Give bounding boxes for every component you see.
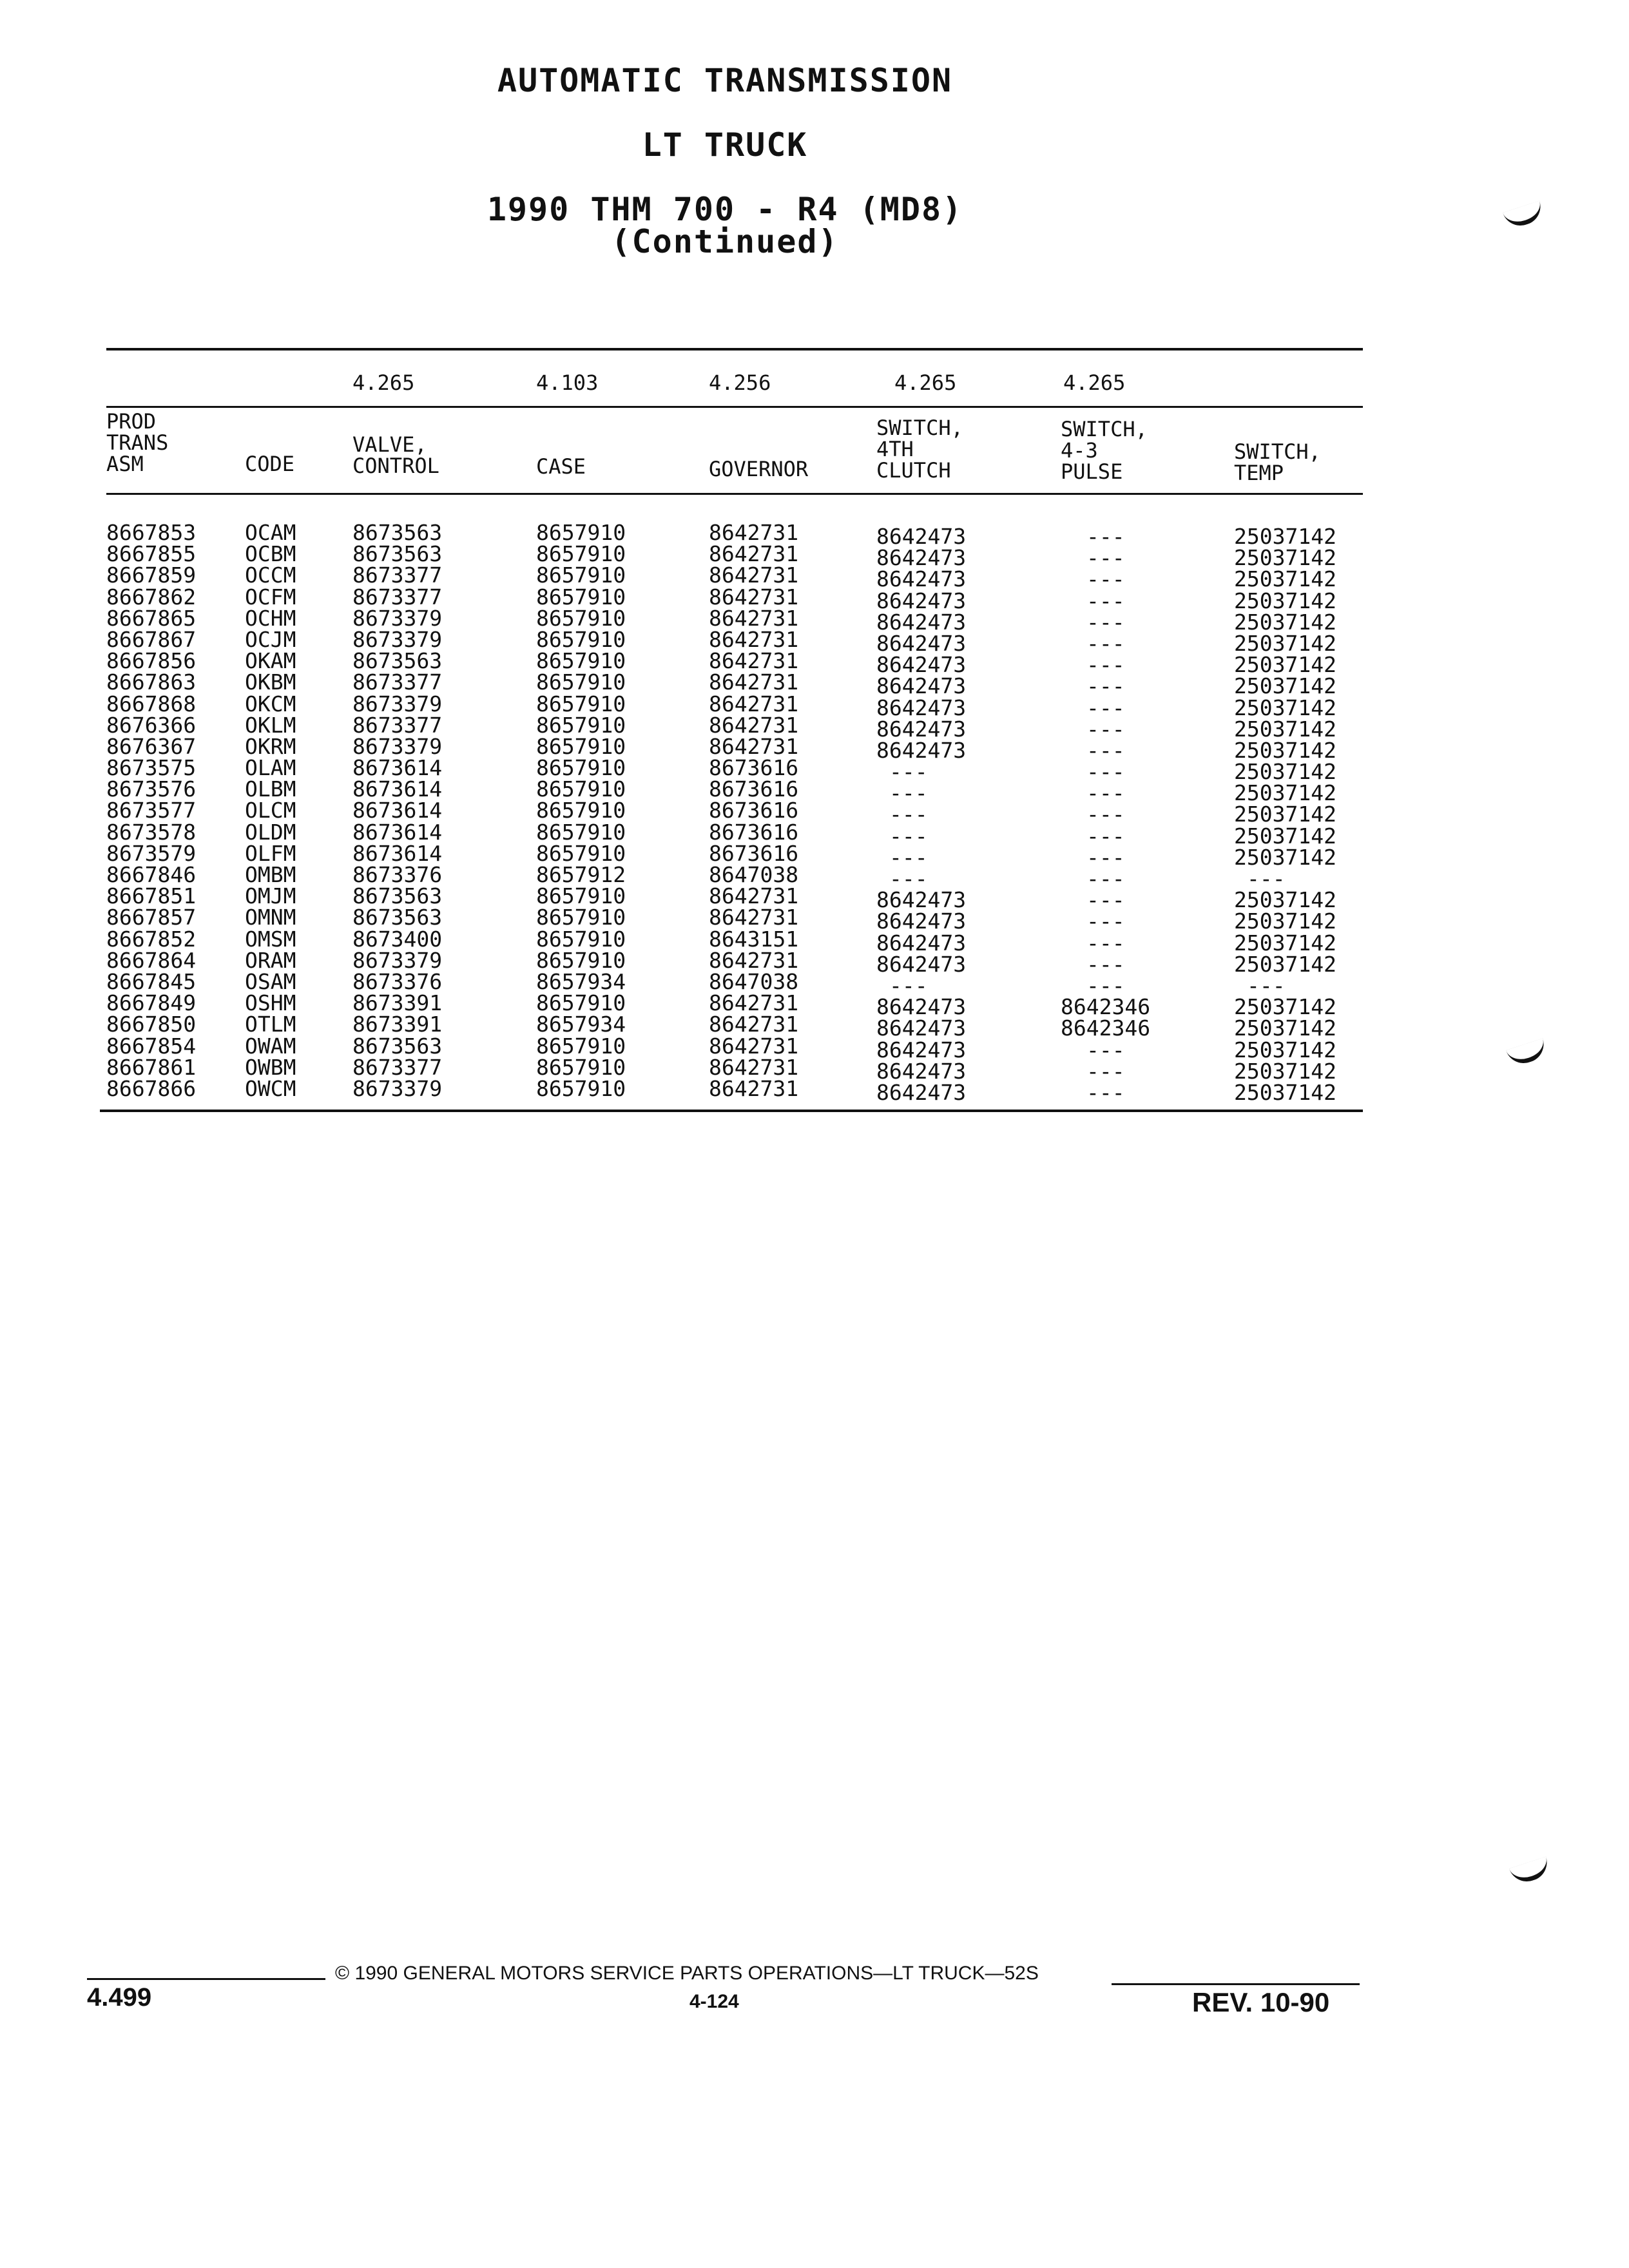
cell-switch-4-3-pulse: ---	[1086, 972, 1125, 998]
cell-code: OCJM	[245, 626, 296, 652]
cell-switch-4th-clutch: 8642473	[876, 1037, 967, 1062]
cell-valve-control: 8673377	[352, 669, 443, 695]
cell-governor: 8642731	[709, 1075, 799, 1101]
cell-switch-4th-clutch: ---	[889, 866, 928, 891]
cell-switch-4th-clutch: 8642473	[876, 716, 967, 742]
cell-valve-control: 8673563	[352, 520, 443, 545]
cell-switch-temp: 25037142	[1234, 630, 1336, 656]
footer-rule-right	[1112, 1983, 1360, 1985]
cell-prod-trans-asm: 8673576	[106, 776, 197, 802]
page-number: 4.499	[87, 1983, 152, 2012]
cell-code: OMNM	[245, 905, 296, 930]
cell-switch-4th-clutch: ---	[889, 972, 928, 998]
cell-code: OTLM	[245, 1012, 296, 1037]
cell-switch-temp: 25037142	[1234, 524, 1336, 549]
cell-switch-temp: ---	[1247, 866, 1286, 891]
cell-prod-trans-asm: 8667849	[106, 990, 197, 1016]
cell-switch-temp: 25037142	[1234, 588, 1336, 613]
cell-switch-temp: 25037142	[1234, 566, 1336, 592]
cell-prod-trans-asm: 8676366	[106, 712, 197, 738]
sub-page-number: 4-124	[689, 1991, 739, 2012]
cell-prod-trans-asm: 8667864	[106, 947, 197, 973]
cell-governor: 8673616	[709, 798, 799, 823]
cell-valve-control: 8673379	[352, 691, 443, 716]
cell-switch-temp: 25037142	[1234, 609, 1336, 635]
cell-prod-trans-asm: 8667851	[106, 883, 197, 909]
cell-case: 8657910	[536, 776, 626, 802]
cell-governor: 8643151	[709, 926, 799, 952]
cell-switch-temp: 25037142	[1234, 994, 1336, 1020]
cell-switch-4th-clutch: 8642473	[876, 737, 967, 763]
cell-prod-trans-asm: 8667846	[106, 862, 197, 887]
cell-switch-temp: 25037142	[1234, 887, 1336, 913]
cell-prod-trans-asm: 8667866	[106, 1075, 197, 1101]
cell-code: OCBM	[245, 541, 296, 567]
table-row	[0, 905, 1629, 934]
table-row	[0, 584, 1629, 613]
section-ref-4-3-pulse: 4.265	[1063, 370, 1126, 395]
cell-switch-4-3-pulse: ---	[1086, 1079, 1125, 1105]
cell-governor: 8642731	[709, 990, 799, 1016]
table-top-rule	[106, 348, 1363, 351]
column-header-case: CASE	[536, 454, 586, 479]
cell-governor: 8642731	[709, 1012, 799, 1037]
cell-code: OWBM	[245, 1054, 296, 1080]
cell-governor: 8642731	[709, 541, 799, 567]
cell-prod-trans-asm: 8667861	[106, 1054, 197, 1080]
cell-governor: 8642731	[709, 947, 799, 973]
column-header-switch-4-3-pulse: SWITCH, 4-3 PULSE	[1061, 417, 1148, 484]
cell-valve-control: 8673614	[352, 776, 443, 802]
cell-prod-trans-asm: 8667845	[106, 968, 197, 994]
cell-code: OLAM	[245, 755, 296, 781]
cell-switch-4-3-pulse: ---	[1086, 930, 1125, 956]
cell-switch-4th-clutch: 8642473	[876, 695, 967, 720]
cell-code: OWCM	[245, 1075, 296, 1101]
cell-switch-4-3-pulse: ---	[1086, 695, 1125, 720]
cell-case: 8657910	[536, 1075, 626, 1101]
cell-switch-4-3-pulse: ---	[1086, 545, 1125, 571]
header-top-rule	[106, 406, 1363, 408]
cell-code: OCAM	[245, 520, 296, 545]
table-row	[0, 947, 1629, 977]
cell-switch-temp: 25037142	[1234, 802, 1336, 827]
cell-switch-4-3-pulse: ---	[1086, 737, 1125, 763]
cell-prod-trans-asm: 8673575	[106, 755, 197, 781]
cell-case: 8657910	[536, 883, 626, 909]
cell-valve-control: 8673379	[352, 605, 443, 631]
cell-valve-control: 8673400	[352, 926, 443, 952]
table-row	[0, 776, 1629, 806]
binder-mark	[1509, 1856, 1552, 1886]
cell-case: 8657934	[536, 968, 626, 994]
cell-case: 8657910	[536, 755, 626, 781]
column-header-code: CODE	[245, 452, 295, 476]
section-ref-valve: 4.265	[352, 370, 415, 395]
cell-switch-temp: 25037142	[1234, 759, 1336, 785]
cell-switch-4-3-pulse: ---	[1086, 887, 1125, 913]
cell-case: 8657910	[536, 584, 626, 610]
cell-valve-control: 8673379	[352, 947, 443, 973]
table-row	[0, 840, 1629, 870]
table-row	[0, 968, 1629, 998]
cell-governor: 8642731	[709, 883, 799, 909]
cell-governor: 8642731	[709, 669, 799, 695]
cell-case: 8657910	[536, 947, 626, 973]
cell-code: OLFM	[245, 840, 296, 866]
cell-case: 8657912	[536, 862, 626, 887]
cell-switch-temp: 25037142	[1234, 823, 1336, 849]
table-row	[0, 520, 1629, 549]
cell-valve-control: 8673614	[352, 755, 443, 781]
cell-prod-trans-asm: 8667854	[106, 1033, 197, 1059]
cell-case: 8657910	[536, 840, 626, 866]
cell-switch-temp: 25037142	[1234, 844, 1336, 870]
cell-code: OLCM	[245, 798, 296, 823]
table-row	[0, 733, 1629, 763]
cell-switch-temp: ---	[1247, 972, 1286, 998]
cell-case: 8657910	[536, 819, 626, 845]
document-title: AUTOMATIC TRANSMISSION	[497, 62, 953, 99]
cell-governor: 8642731	[709, 1054, 799, 1080]
cell-prod-trans-asm: 8667859	[106, 562, 197, 588]
cell-prod-trans-asm: 8667867	[106, 626, 197, 652]
cell-prod-trans-asm: 8667855	[106, 541, 197, 567]
table-row	[0, 1054, 1629, 1084]
cell-code: OSAM	[245, 968, 296, 994]
cell-switch-4th-clutch: 8642473	[876, 545, 967, 571]
cell-switch-4-3-pulse: ---	[1086, 802, 1125, 827]
cell-governor: 8642731	[709, 605, 799, 631]
cell-prod-trans-asm: 8667865	[106, 605, 197, 631]
cell-switch-4th-clutch: 8642473	[876, 1079, 967, 1105]
cell-switch-4-3-pulse: ---	[1086, 588, 1125, 613]
cell-valve-control: 8673377	[352, 562, 443, 588]
cell-code: OMBM	[245, 862, 296, 887]
table-row	[0, 1012, 1629, 1041]
section-ref-governor: 4.256	[709, 370, 771, 395]
cell-switch-4th-clutch: 8642473	[876, 951, 967, 977]
cell-switch-temp: 25037142	[1234, 545, 1336, 571]
cell-code: OKAM	[245, 648, 296, 674]
cell-switch-temp: 25037142	[1234, 737, 1336, 763]
section-ref-case: 4.103	[536, 370, 599, 395]
column-header-governor: GOVERNOR	[709, 457, 809, 481]
cell-switch-temp: 25037142	[1234, 652, 1336, 678]
cell-governor: 8673616	[709, 776, 799, 802]
cell-switch-temp: 25037142	[1234, 1015, 1336, 1041]
cell-switch-4-3-pulse: ---	[1086, 673, 1125, 699]
cell-valve-control: 8673614	[352, 798, 443, 823]
cell-code: OLDM	[245, 819, 296, 845]
cell-switch-4-3-pulse: ---	[1086, 630, 1125, 656]
table-row	[0, 862, 1629, 891]
cell-switch-4th-clutch: 8642473	[876, 1015, 967, 1041]
cell-switch-4th-clutch: ---	[889, 780, 928, 806]
cell-valve-control: 8673391	[352, 990, 443, 1016]
cell-governor: 8647038	[709, 968, 799, 994]
cell-valve-control: 8673563	[352, 883, 443, 909]
cell-switch-temp: 25037142	[1234, 1079, 1336, 1105]
model-heading: 1990 THM 700 - R4 (MD8)	[487, 191, 963, 228]
cell-case: 8657910	[536, 562, 626, 588]
cell-switch-4-3-pulse: ---	[1086, 1037, 1125, 1062]
cell-valve-control: 8673379	[352, 1075, 443, 1101]
cell-case: 8657910	[536, 733, 626, 759]
cell-code: OKRM	[245, 733, 296, 759]
cell-case: 8657910	[536, 605, 626, 631]
cell-code: OSHM	[245, 990, 296, 1016]
cell-code: OCHM	[245, 605, 296, 631]
cell-prod-trans-asm: 8673577	[106, 798, 197, 823]
binder-mark	[1503, 200, 1545, 230]
table-row	[0, 755, 1629, 785]
table-row	[0, 669, 1629, 699]
parts-table-body	[0, 520, 1629, 1105]
cell-code: OKLM	[245, 712, 296, 738]
cell-switch-4-3-pulse: 8642346	[1061, 1015, 1151, 1041]
cell-switch-4th-clutch: 8642473	[876, 673, 967, 699]
cell-prod-trans-asm: 8676367	[106, 733, 197, 759]
document-subtitle: LT TRUCK	[642, 126, 808, 164]
cell-code: OCFM	[245, 584, 296, 610]
table-row	[0, 990, 1629, 1020]
cell-governor: 8642731	[709, 905, 799, 930]
page-footer	[0, 1959, 1629, 2088]
revision-label: REV. 10-90	[1192, 1987, 1330, 2017]
cell-prod-trans-asm: 8667862	[106, 584, 197, 610]
cell-switch-temp: 25037142	[1234, 908, 1336, 934]
cell-switch-4-3-pulse: ---	[1086, 524, 1125, 549]
cell-governor: 8642731	[709, 1033, 799, 1059]
cell-switch-4-3-pulse: ---	[1086, 759, 1125, 785]
cell-switch-temp: 25037142	[1234, 930, 1336, 956]
cell-prod-trans-asm: 8667850	[106, 1012, 197, 1037]
cell-switch-temp: 25037142	[1234, 673, 1336, 699]
table-row	[0, 819, 1629, 849]
cell-prod-trans-asm: 8667852	[106, 926, 197, 952]
column-header-valve-control: VALVE, CONTROL	[352, 432, 439, 478]
cell-case: 8657910	[536, 1033, 626, 1059]
cell-switch-4-3-pulse: ---	[1086, 566, 1125, 592]
cell-valve-control: 8673563	[352, 1033, 443, 1059]
cell-switch-temp: 25037142	[1234, 951, 1336, 977]
cell-case: 8657910	[536, 990, 626, 1016]
cell-code: OMJM	[245, 883, 296, 909]
cell-switch-4-3-pulse: ---	[1086, 609, 1125, 635]
cell-governor: 8642731	[709, 712, 799, 738]
cell-switch-temp: 25037142	[1234, 716, 1336, 742]
cell-case: 8657910	[536, 1054, 626, 1080]
cell-switch-4-3-pulse: ---	[1086, 908, 1125, 934]
cell-switch-4th-clutch: 8642473	[876, 609, 967, 635]
cell-switch-4-3-pulse: ---	[1086, 1058, 1125, 1084]
table-row	[0, 798, 1629, 827]
cell-switch-4th-clutch: 8642473	[876, 630, 967, 656]
cell-governor: 8642731	[709, 691, 799, 716]
cell-switch-4-3-pulse: ---	[1086, 652, 1125, 678]
cell-prod-trans-asm: 8667868	[106, 691, 197, 716]
cell-governor: 8642731	[709, 520, 799, 545]
cell-valve-control: 8673377	[352, 712, 443, 738]
cell-valve-control: 8673563	[352, 541, 443, 567]
table-row	[0, 883, 1629, 913]
cell-switch-4-3-pulse: ---	[1086, 866, 1125, 891]
cell-code: ORAM	[245, 947, 296, 973]
cell-case: 8657934	[536, 1012, 626, 1037]
continued-label: (Continued)	[611, 223, 839, 260]
cell-code: OMSM	[245, 926, 296, 952]
cell-switch-4-3-pulse: ---	[1086, 844, 1125, 870]
cell-switch-4th-clutch: 8642473	[876, 908, 967, 934]
cell-switch-4-3-pulse: ---	[1086, 780, 1125, 806]
cell-switch-temp: 25037142	[1234, 780, 1336, 806]
cell-code: OWAM	[245, 1033, 296, 1059]
cell-switch-4-3-pulse: ---	[1086, 716, 1125, 742]
cell-prod-trans-asm: 8667857	[106, 905, 197, 930]
cell-valve-control: 8673614	[352, 819, 443, 845]
table-row	[0, 605, 1629, 635]
cell-valve-control: 8673614	[352, 840, 443, 866]
cell-switch-4th-clutch: 8642473	[876, 994, 967, 1020]
cell-switch-4-3-pulse: 8642346	[1061, 994, 1151, 1020]
cell-switch-4th-clutch: 8642473	[876, 524, 967, 549]
cell-case: 8657910	[536, 798, 626, 823]
cell-switch-4th-clutch: 8642473	[876, 588, 967, 613]
cell-prod-trans-asm: 8667853	[106, 520, 197, 545]
cell-switch-4th-clutch: ---	[889, 823, 928, 849]
table-row	[0, 562, 1629, 592]
table-bottom-rule	[100, 1110, 1363, 1112]
table-row	[0, 712, 1629, 742]
cell-valve-control: 8673377	[352, 1054, 443, 1080]
cell-case: 8657910	[536, 691, 626, 716]
table-row	[0, 541, 1629, 571]
cell-switch-temp: 25037142	[1234, 695, 1336, 720]
cell-valve-control: 8673379	[352, 626, 443, 652]
cell-switch-temp: 25037142	[1234, 1037, 1336, 1062]
cell-switch-4th-clutch: 8642473	[876, 652, 967, 678]
cell-switch-4-3-pulse: ---	[1086, 951, 1125, 977]
cell-code: OCCM	[245, 562, 296, 588]
table-row	[0, 626, 1629, 656]
cell-prod-trans-asm: 8667856	[106, 648, 197, 674]
header-bottom-rule	[106, 493, 1363, 495]
cell-case: 8657910	[536, 905, 626, 930]
cell-governor: 8673616	[709, 819, 799, 845]
cell-switch-4th-clutch: ---	[889, 759, 928, 785]
cell-switch-temp: 25037142	[1234, 1058, 1336, 1084]
cell-switch-4-3-pulse: ---	[1086, 823, 1125, 849]
cell-prod-trans-asm: 8673578	[106, 819, 197, 845]
cell-case: 8657910	[536, 926, 626, 952]
cell-governor: 8642731	[709, 733, 799, 759]
cell-valve-control: 8673376	[352, 862, 443, 887]
cell-valve-control: 8673376	[352, 968, 443, 994]
cell-governor: 8673616	[709, 755, 799, 781]
cell-switch-4th-clutch: 8642473	[876, 887, 967, 913]
copyright-notice: © 1990 GENERAL MOTORS SERVICE PARTS OPERATIONS—LT TRUCK—52S	[335, 1963, 1039, 1984]
cell-valve-control: 8673391	[352, 1012, 443, 1037]
cell-valve-control: 8673377	[352, 584, 443, 610]
table-row	[0, 691, 1629, 720]
cell-case: 8657910	[536, 541, 626, 567]
cell-code: OLBM	[245, 776, 296, 802]
table-row	[0, 1033, 1629, 1062]
column-header-switch-temp: SWITCH, TEMP	[1234, 439, 1321, 485]
cell-switch-4th-clutch: 8642473	[876, 1058, 967, 1084]
cell-governor: 8642731	[709, 626, 799, 652]
cell-switch-4th-clutch: 8642473	[876, 930, 967, 956]
cell-prod-trans-asm: 8667863	[106, 669, 197, 695]
cell-valve-control: 8673563	[352, 648, 443, 674]
cell-case: 8657910	[536, 626, 626, 652]
section-ref-4th-clutch: 4.265	[894, 370, 957, 395]
table-row	[0, 926, 1629, 956]
cell-switch-4th-clutch: ---	[889, 802, 928, 827]
cell-governor: 8642731	[709, 584, 799, 610]
footer-rule-left	[87, 1978, 325, 1980]
cell-code: OKBM	[245, 669, 296, 695]
cell-prod-trans-asm: 8673579	[106, 840, 197, 866]
cell-case: 8657910	[536, 712, 626, 738]
cell-valve-control: 8673563	[352, 905, 443, 930]
table-row	[0, 1075, 1629, 1105]
column-header-switch-4th-clutch: SWITCH, 4TH CLUTCH	[876, 416, 963, 483]
column-header-prod-trans-asm: PROD TRANS ASM	[106, 409, 169, 476]
cell-governor: 8673616	[709, 840, 799, 866]
table-row	[0, 648, 1629, 678]
cell-case: 8657910	[536, 648, 626, 674]
cell-governor: 8642731	[709, 562, 799, 588]
cell-switch-4th-clutch: 8642473	[876, 566, 967, 592]
cell-case: 8657910	[536, 520, 626, 545]
cell-switch-4th-clutch: ---	[889, 844, 928, 870]
cell-case: 8657910	[536, 669, 626, 695]
cell-code: OKCM	[245, 691, 296, 716]
cell-governor: 8642731	[709, 648, 799, 674]
cell-governor: 8647038	[709, 862, 799, 887]
cell-valve-control: 8673379	[352, 733, 443, 759]
